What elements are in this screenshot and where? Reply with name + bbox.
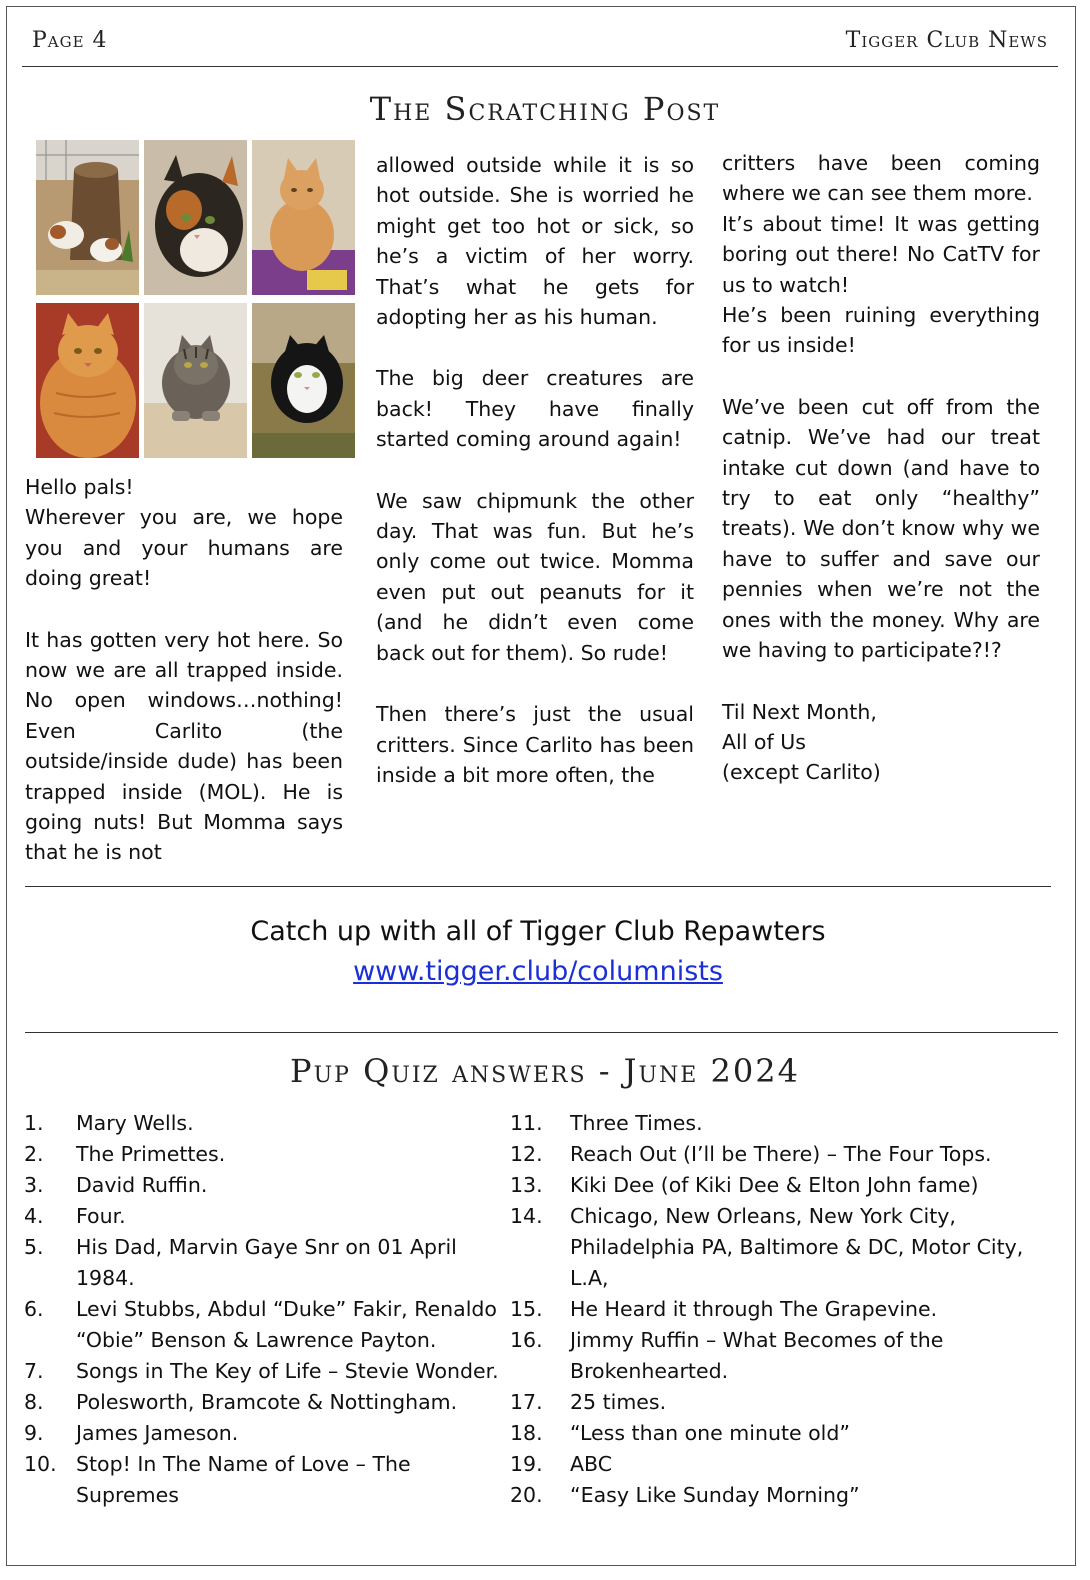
- list-item: 6. Levi Stubbs, Abdul “Duke” Fakir, Renaldo “Obie” Benson & Lawrence Payton.: [24, 1297, 497, 1352]
- list-item: 16. Jimmy Ruffin – What Becomes of the Brokenhearted.: [510, 1328, 944, 1383]
- column-paragraph: He’s been ruining everything for us inside!: [722, 303, 1040, 358]
- list-item: 19. ABC: [510, 1452, 613, 1476]
- list-item: 8. Polesworth, Bramcote & Nottingham.: [24, 1390, 458, 1414]
- guinea-pig-photo: [36, 140, 139, 295]
- quiz-answers-right: [510, 1108, 1030, 1511]
- list-item: 17. 25 times.: [510, 1390, 667, 1414]
- header-rule: [22, 66, 1058, 67]
- columnists-link[interactable]: www.tigger.club/columnists: [353, 956, 723, 987]
- signoff-line: All of Us: [722, 729, 806, 754]
- page-number: Page 4: [32, 28, 108, 53]
- list-item: 4. Four.: [24, 1204, 126, 1228]
- article-column-2: [376, 150, 694, 790]
- column-paragraph: We’ve been cut off from the catnip. We’ve had our treat intake cut down (and have to try to eat only “healthy” treats). We don’t know why we have to suffer and save our pennies when we’re not the ones with the money. Why are we having to participate?!?: [722, 394, 1040, 663]
- tabby-cat-photo: [144, 303, 247, 458]
- column-paragraph: Hello pals!: [25, 475, 134, 499]
- article-column-3: [722, 148, 1040, 788]
- list-item: 12. Reach Out (I’ll be There) – The Four Tops.: [510, 1142, 992, 1166]
- section-title-pup-quiz: Pup Quiz answers - June 2024: [290, 1052, 800, 1090]
- list-item: 11. Three Times.: [510, 1111, 703, 1135]
- section-divider: [25, 1032, 1058, 1033]
- list-item: 3. David Ruffin.: [24, 1173, 208, 1197]
- list-item: 9. James Jameson.: [24, 1421, 239, 1445]
- list-item: 14. Chicago, New Orleans, New York City, Philadelphia PA, Baltimore & DC, Motor City, L.A,: [510, 1204, 1024, 1290]
- list-item: 1. Mary Wells.: [24, 1111, 194, 1135]
- calico-cat-photo: [144, 140, 247, 295]
- column-paragraph: critters have been coming where we can see them more.: [722, 151, 1040, 206]
- ginger-cat-photo: [36, 303, 139, 458]
- list-item: 20. “Easy Like Sunday Morning”: [510, 1483, 860, 1507]
- section-divider: [25, 886, 1051, 887]
- column-paragraph: allowed outside while it is so hot outside. She is worried he might get too hot or sick, so he’s a victim of her worry. That’s what he gets for adopting her as his human.: [376, 153, 694, 330]
- column-paragraph: It has gotten very hot here. So now we are all trapped inside. No open windows…nothing! Even Carlito (the outside/inside dude) has been trapped inside (MOL). He is going nuts! But Momma says that he is not: [25, 627, 343, 865]
- column-paragraph: The big deer creatures are back! They have finally started coming around again!: [376, 366, 694, 452]
- column-paragraph: Then there’s just the usual critters. Since Carlito has been inside a bit more often, the: [376, 702, 694, 787]
- cat-photo-collage: [34, 140, 348, 458]
- list-item: 5. His Dad, Marvin Gaye Snr on 01 April 1984.: [24, 1235, 457, 1290]
- column-paragraph: Wherever you are, we hope you and your humans are doing great!: [25, 505, 343, 591]
- list-item: 13. Kiki Dee (of Kiki Dee & Elton John fame): [510, 1173, 979, 1197]
- list-item: 2. The Primettes.: [24, 1142, 226, 1166]
- column-paragraph: We saw chipmunk the other day. That was fun. But he’s only come out twice. Momma even put out peanuts for it (and he didn’t even come back out for them). So rude!: [376, 488, 694, 665]
- orange-cat-photo: [252, 140, 355, 295]
- article-column-1: [25, 472, 343, 868]
- signoff-line: Til Next Month,: [722, 699, 877, 724]
- signoff-line: (except Carlito): [722, 760, 881, 785]
- page-header: [32, 28, 1048, 58]
- column-paragraph: It’s about time! It was getting boring out there! No CatTV for us to watch!: [722, 211, 1040, 297]
- publication-name: Tigger Club News: [845, 28, 1048, 53]
- list-item: 18. “Less than one minute old”: [510, 1421, 850, 1445]
- list-item: 15. He Heard it through The Grapevine.: [510, 1297, 938, 1321]
- list-item: 10. Stop! In The Name of Love – The Supremes: [24, 1452, 411, 1507]
- list-item: 7. Songs in The Key of Life – Stevie Wonder.: [24, 1359, 499, 1383]
- tuxedo-cat-photo: [252, 303, 355, 458]
- section-title-scratching-post: The Scratching Post: [369, 90, 721, 128]
- catch-up-heading: Catch up with all of Tigger Club Repawters: [250, 916, 826, 947]
- quiz-answers-left: [24, 1108, 499, 1511]
